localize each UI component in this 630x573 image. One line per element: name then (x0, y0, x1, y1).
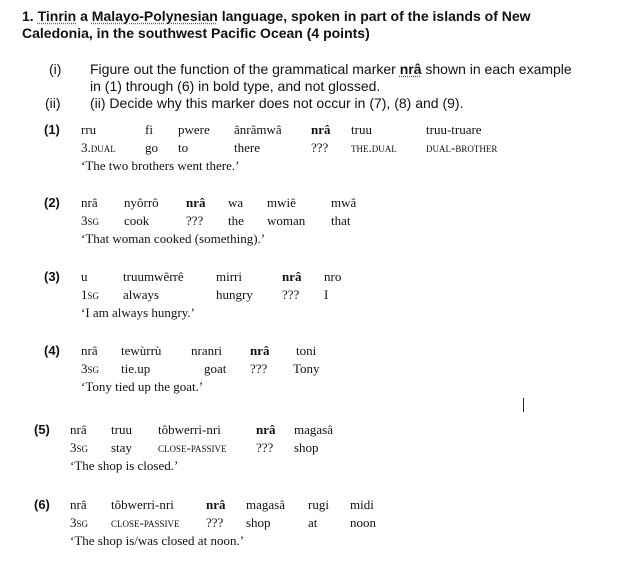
ex2-word: mwiê (267, 195, 296, 210)
ex2-word: mwâ (331, 195, 357, 210)
ex1-gloss: 3.dual (81, 140, 116, 155)
ex5-gloss: shop (294, 440, 319, 455)
ex4-gloss: goat (204, 361, 227, 376)
ex1-word: truu-truare (426, 122, 482, 137)
ex5-gloss: close-passive (158, 440, 227, 455)
ex3-gloss: hungry (216, 287, 253, 302)
ex3-gloss: I (324, 287, 329, 302)
ex5-translation: ‘The shop is closed.’ (70, 458, 179, 473)
ex3-marker: nrâ (282, 269, 302, 284)
ex6-translation: ‘The shop is/was closed at noon.’ (70, 533, 245, 548)
ex2-gloss: woman (267, 213, 306, 228)
ex1-gloss: there (234, 140, 260, 155)
ex1-marker: nrâ (311, 122, 331, 137)
example-2-number: (2) (44, 195, 60, 210)
ex6-gloss: close-passive (111, 515, 180, 530)
ex1-word: pwere (178, 122, 210, 137)
ex1-translation: ‘The two brothers went there.’ (81, 158, 240, 173)
ex1-word: ânrâmwâ (234, 122, 282, 137)
ex5-gloss: 3sg (70, 440, 89, 455)
ex2-gloss: ??? (186, 213, 204, 228)
ex3-gloss: 1sg (81, 287, 100, 302)
ex5-word: magasâ (294, 422, 333, 437)
ex6-gloss: 3sg (70, 515, 89, 530)
ex5-gloss: ??? (256, 440, 274, 455)
title-line2: Caledonia, in the southwest Pacific Ocean (4 points) (22, 25, 370, 41)
ex6-gloss: at (308, 515, 318, 530)
ex6-gloss: shop (246, 515, 271, 530)
language-name: Tinrin (37, 8, 77, 24)
ex2-gloss: cook (124, 213, 150, 228)
ex2-gloss: the (228, 213, 244, 228)
instruction-i-text (90, 61, 572, 78)
ex5-word: truu (111, 422, 132, 437)
ex3-word: truumwêrrê (123, 269, 184, 284)
marker-nra: nrâ (399, 61, 422, 77)
ex6-gloss: ??? (206, 515, 224, 530)
title-prefix: 1. (22, 8, 38, 24)
problem-title (22, 8, 531, 25)
ex6-word: rugi (308, 497, 329, 512)
ex5-word: tôbwerri-nri (158, 422, 221, 437)
ex2-marker: nrâ (186, 195, 206, 210)
ex1-gloss: ??? (311, 140, 329, 155)
ex3-word: nro (324, 269, 342, 284)
ex3-translation: ‘I am always hungry.’ (81, 305, 195, 320)
ex2-gloss: that (331, 213, 351, 228)
ex4-gloss: tie.up (121, 361, 151, 376)
ex4-word: tewùrrù (121, 343, 162, 358)
ex2-gloss: 3sg (81, 213, 100, 228)
language-family: Malayo-Polynesian (91, 8, 218, 24)
ex1-word: fi (145, 122, 153, 137)
instruction-ii-text: (ii) Decide why this marker does not occur in (7), (8) and (9). (90, 95, 464, 111)
text-cursor (523, 398, 524, 412)
ex4-word: nrâ (81, 343, 98, 358)
ex6-word: midi (350, 497, 374, 512)
ex4-word: toni (296, 343, 317, 358)
ex1-word: rru (81, 122, 97, 137)
instruction-ii-label: (ii) (45, 95, 61, 111)
example-4-number: (4) (44, 343, 60, 358)
ex2-word: wa (228, 195, 244, 210)
ex6-word: magasâ (246, 497, 285, 512)
ex6-marker: nrâ (206, 497, 226, 512)
ex5-word: nrâ (70, 422, 87, 437)
ex4-marker: nrâ (250, 343, 270, 358)
ex3-gloss: ??? (282, 287, 300, 302)
title-rest: language, spoken in part of the islands of New (217, 8, 531, 24)
example-3-number: (3) (44, 269, 60, 284)
instruction-i-text-a: Figure out the function of the grammatical marker (90, 61, 400, 77)
ex6-gloss: noon (350, 515, 376, 530)
ex2-word: nrâ (81, 195, 98, 210)
ex4-translation: ‘Tony tied up the goat.’ (81, 379, 204, 394)
ex1-gloss: to (178, 140, 189, 155)
instruction-i-text-b: shown in each example (421, 61, 572, 77)
ex1-gloss: go (145, 140, 158, 155)
example-6-number: (6) (34, 497, 50, 512)
ex1-gloss: dual-brother (426, 140, 498, 155)
example-1-number: (1) (44, 122, 60, 137)
ex1-word: truu (351, 122, 372, 137)
ex5-marker: nrâ (256, 422, 276, 437)
instruction-i-label: (i) (49, 61, 62, 77)
ex4-gloss: ??? (250, 361, 268, 376)
ex5-gloss: stay (111, 440, 132, 455)
instruction-i-line2: in (1) through (6) in bold type, and not glossed. (90, 78, 381, 94)
ex4-gloss: Tony (293, 361, 320, 376)
ex2-word: nyôrrô (124, 195, 159, 210)
ex3-word: mirri (216, 269, 242, 284)
ex2-translation: ‘That woman cooked (something).’ (81, 231, 266, 246)
title-mid: a (76, 8, 92, 24)
ex4-gloss: 3sg (81, 361, 100, 376)
ex6-word: tôbwerri-nri (111, 497, 174, 512)
ex1-gloss: the.dual (351, 140, 397, 155)
ex3-word: u (81, 269, 88, 284)
ex6-word: nrâ (70, 497, 87, 512)
ex3-gloss: always (123, 287, 160, 302)
example-5-number: (5) (34, 422, 50, 437)
ex4-word: nranri (191, 343, 223, 358)
